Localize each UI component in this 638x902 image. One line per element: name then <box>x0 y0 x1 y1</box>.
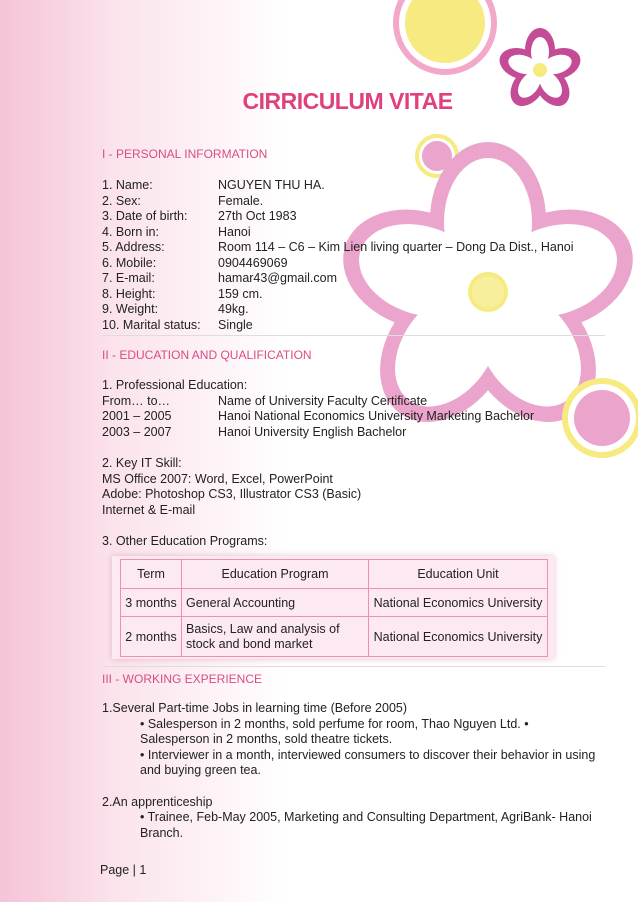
info-row <box>102 302 249 318</box>
education-detail: Hanoi University English Bachelor <box>218 424 407 439</box>
professional-education-heading: 1. Professional Education: <box>102 378 248 392</box>
table-row <box>121 589 548 617</box>
education-period: From… to… <box>102 393 171 408</box>
page-number: Page | 1 <box>100 863 147 877</box>
info-row <box>102 224 251 241</box>
table-header: Education Unit <box>369 560 548 589</box>
section-divider <box>102 666 605 667</box>
education-programs-table <box>112 556 554 659</box>
info-value: NGUYEN THU HA. <box>218 178 325 192</box>
info-label: 6. Mobile: <box>102 255 157 270</box>
table-header: Term <box>121 560 182 589</box>
education-detail: Name of University Faculty Certificate <box>218 393 428 408</box>
info-row <box>102 193 264 210</box>
info-value: 159 cm. <box>218 286 263 301</box>
section-education-heading: II - EDUCATION AND QUALIFICATION <box>102 348 312 362</box>
info-value: 27th Oct 1983 <box>218 209 297 223</box>
it-skill-heading: 2. Key IT Skill: <box>102 456 182 470</box>
info-row <box>102 271 337 287</box>
info-value: hamar43@gmail.com <box>218 271 337 285</box>
it-skill-item: MS Office 2007: Word, Excel, PowerPoint <box>102 471 333 486</box>
work-item-heading: 1.Several Part-time Jobs in learning time (Before 2005) <box>102 701 408 715</box>
education-row <box>102 393 428 410</box>
info-label: 9. Weight: <box>102 302 159 316</box>
table-cell: General Accounting <box>182 589 369 617</box>
info-row <box>102 255 288 272</box>
info-label: 10. Marital status: <box>102 317 201 332</box>
info-value: Room 114 – C6 – Kim Lien living quarter – Dong Da Dist., Hanoi <box>218 240 574 254</box>
education-row <box>102 409 535 425</box>
section-divider <box>102 335 605 336</box>
info-label: 4. Born in: <box>102 224 159 239</box>
table-cell: 2 months <box>121 617 182 657</box>
it-skill-item: Internet & E-mail <box>102 502 196 517</box>
education-period: 2001 – 2005 <box>102 409 172 423</box>
info-label: 1. Name: <box>102 178 153 192</box>
other-education-heading: 3. Other Education Programs: <box>102 534 268 548</box>
page-title: CIRRICULUM VITAE <box>242 88 453 114</box>
table-cell: National Economics University <box>369 589 548 617</box>
work-item-heading: 2.An apprenticeship <box>102 794 213 809</box>
info-row <box>102 209 297 225</box>
table-cell: National Economics University <box>369 617 548 657</box>
info-row <box>102 286 263 303</box>
education-period: 2003 – 2007 <box>102 424 172 439</box>
section-work-heading: III - WORKING EXPERIENCE <box>102 672 263 686</box>
info-row <box>102 317 253 334</box>
table-cell: Basics, Law and analysis of stock and bond market <box>182 617 369 657</box>
info-value: 49kg. <box>218 302 249 316</box>
section-personal-heading: I - PERSONAL INFORMATION <box>102 147 268 161</box>
info-label: 2. Sex: <box>102 193 141 208</box>
info-label: 7. E-mail: <box>102 271 155 285</box>
it-skill-item: Adobe: Photoshop CS3, Illustrator CS3 (Basic) <box>102 487 362 501</box>
info-value: Hanoi <box>218 224 251 239</box>
education-detail: Hanoi National Economics University Marketing Bachelor <box>218 409 535 423</box>
table-row <box>121 617 548 657</box>
table-cell: 3 months <box>121 589 182 617</box>
info-label: 5. Address: <box>102 240 165 254</box>
info-row <box>102 178 325 194</box>
info-value: Female. <box>218 193 264 208</box>
work-item-detail: • Trainee, Feb-May 2005, Marketing and Consulting Department, AgriBank- Hanoi Branch. <box>140 810 592 840</box>
info-label: 3. Date of birth: <box>102 209 188 223</box>
info-value: 0904469069 <box>218 255 288 270</box>
work-experience-block <box>102 701 600 841</box>
info-row <box>102 240 574 256</box>
work-item-detail: • Salesperson in 2 months, sold perfume for room, Thao Nguyen Ltd. • Salesperson in 2 months, sold theatre tickets. <box>140 716 529 747</box>
work-item-detail: • Interviewer in a month, interviewed consumers to discover their behavior in using and buying green tea. <box>140 747 596 778</box>
table-header: Education Program <box>182 560 369 589</box>
info-value: Single <box>218 317 253 332</box>
info-label: 8. Height: <box>102 286 156 301</box>
education-row <box>102 424 407 441</box>
